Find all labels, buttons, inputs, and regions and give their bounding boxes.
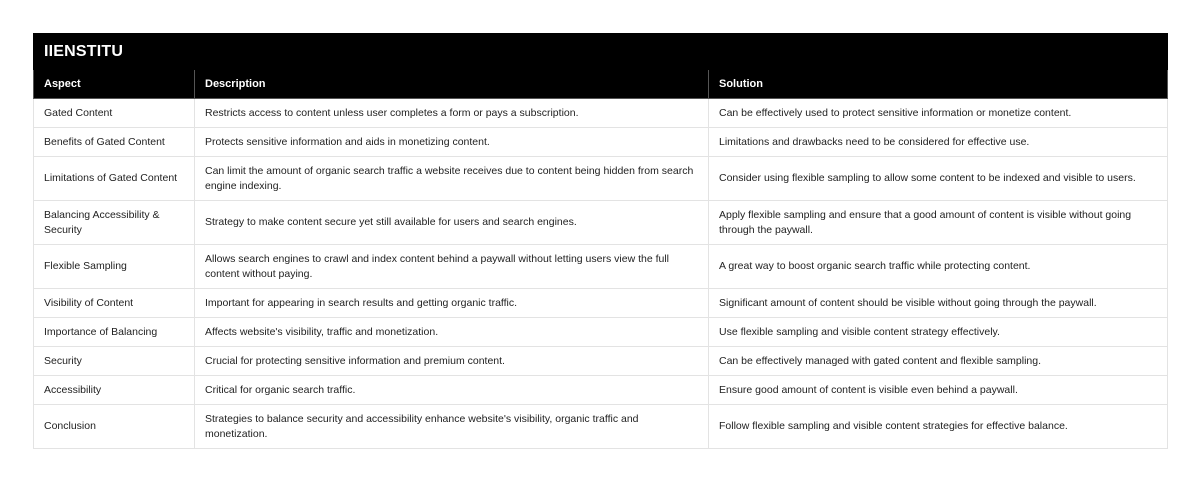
- table-wrapper: [33, 33, 1167, 449]
- table-row: [34, 318, 1168, 347]
- cell-description: Restricts access to content unless user completes a form or pays a subscription.: [195, 99, 709, 128]
- table-row: [34, 376, 1168, 405]
- table-row: [34, 347, 1168, 376]
- cell-solution: Use flexible sampling and visible content strategy effectively.: [709, 318, 1168, 347]
- table-row: [34, 201, 1168, 245]
- cell-description: Strategy to make content secure yet still available for users and search engines.: [195, 201, 709, 245]
- cell-description: Protects sensitive information and aids in monetizing content.: [195, 128, 709, 157]
- cell-solution: Can be effectively managed with gated content and flexible sampling.: [709, 347, 1168, 376]
- cell-description: Important for appearing in search results and getting organic traffic.: [195, 289, 709, 318]
- cell-solution: Ensure good amount of content is visible even behind a paywall.: [709, 376, 1168, 405]
- cell-solution: Can be effectively used to protect sensitive information or monetize content.: [709, 99, 1168, 128]
- cell-aspect: Conclusion: [34, 405, 195, 449]
- cell-solution: Follow flexible sampling and visible content strategies for effective balance.: [709, 405, 1168, 449]
- cell-solution: Significant amount of content should be visible without going through the paywall.: [709, 289, 1168, 318]
- cell-solution: Apply flexible sampling and ensure that a good amount of content is visible without going through the paywall.: [709, 201, 1168, 245]
- cell-description: Affects website's visibility, traffic and monetization.: [195, 318, 709, 347]
- cell-aspect: Security: [34, 347, 195, 376]
- cell-aspect: Limitations of Gated Content: [34, 157, 195, 201]
- header-solution: Solution: [709, 70, 1168, 99]
- cell-aspect: Flexible Sampling: [34, 245, 195, 289]
- cell-aspect: Accessibility: [34, 376, 195, 405]
- table-row: [34, 128, 1168, 157]
- header-row: [34, 70, 1168, 99]
- header-aspect: Aspect: [34, 70, 195, 99]
- cell-description: Critical for organic search traffic.: [195, 376, 709, 405]
- cell-solution: Consider using flexible sampling to allow some content to be indexed and visible to users.: [709, 157, 1168, 201]
- cell-description: Allows search engines to crawl and index content behind a paywall without letting users view the full content without paying.: [195, 245, 709, 289]
- cell-description: Strategies to balance security and accessibility enhance website's visibility, organic traffic and monetization.: [195, 405, 709, 449]
- cell-aspect: Visibility of Content: [34, 289, 195, 318]
- title-row: [34, 34, 1168, 70]
- cell-description: Can limit the amount of organic search traffic a website receives due to content being hidden from search engine indexing.: [195, 157, 709, 201]
- table-title: IIENSTITU: [34, 34, 1168, 70]
- comparison-table: [33, 33, 1168, 449]
- cell-solution: A great way to boost organic search traffic while protecting content.: [709, 245, 1168, 289]
- header-description: Description: [195, 70, 709, 99]
- table-row: [34, 245, 1168, 289]
- cell-aspect: Importance of Balancing: [34, 318, 195, 347]
- cell-solution: Limitations and drawbacks need to be considered for effective use.: [709, 128, 1168, 157]
- cell-aspect: Benefits of Gated Content: [34, 128, 195, 157]
- table-row: [34, 405, 1168, 449]
- cell-aspect: Gated Content: [34, 99, 195, 128]
- cell-aspect: Balancing Accessibility & Security: [34, 201, 195, 245]
- table-row: [34, 157, 1168, 201]
- cell-description: Crucial for protecting sensitive information and premium content.: [195, 347, 709, 376]
- table-row: [34, 289, 1168, 318]
- table-row: [34, 99, 1168, 128]
